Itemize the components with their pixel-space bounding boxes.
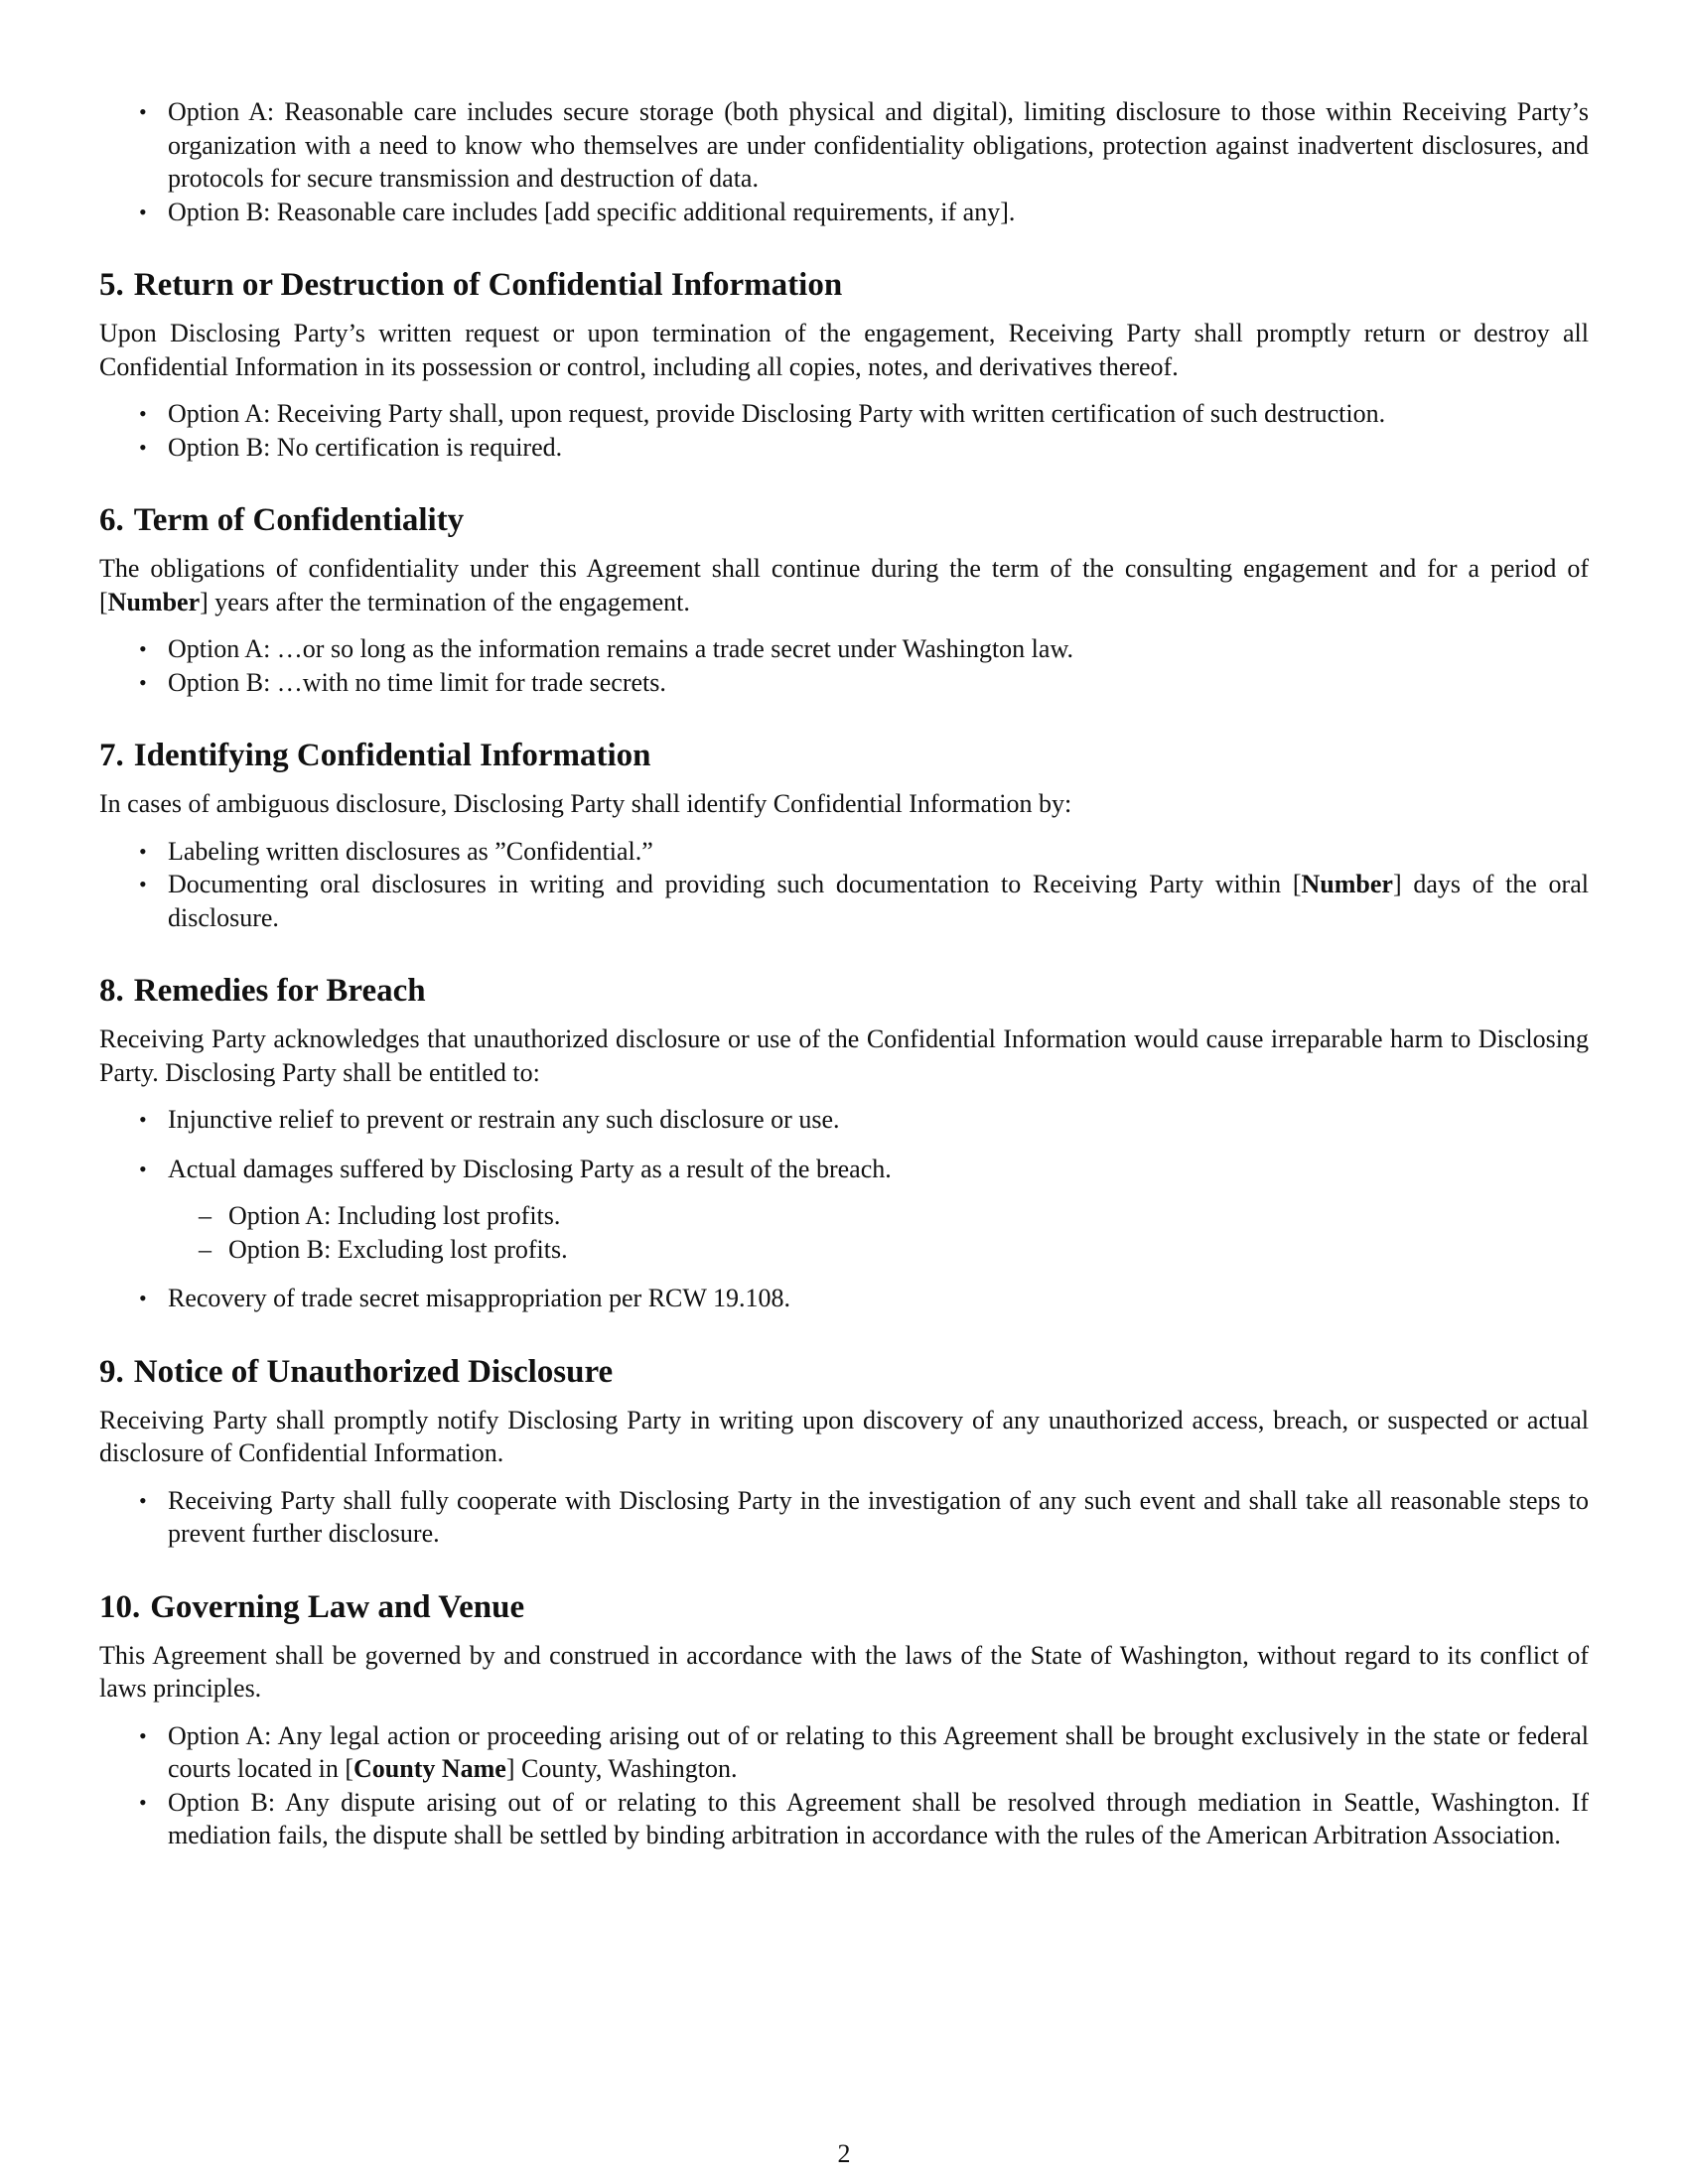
section-heading: [99, 971, 1589, 1011]
item-text: Option A: Any legal action or proceeding arising out of or relating to this Agreement shall be brought exclusively in the state or federal courts located in [: [168, 1720, 1589, 1783]
list-item: • Option A: Receiving Party shall, upon request, provide Disclosing Party with written certification of such destruction.: [99, 397, 1589, 431]
option-list: [99, 1484, 1589, 1551]
item-text: ] days of the oral disclosure.: [168, 870, 1589, 932]
list-item: [99, 868, 1589, 934]
section-title: Return or Destruction of Confidential Information: [133, 267, 843, 303]
list-item: • Option A: Reasonable care includes secure storage (both physical and digital), limiting disclosure to those within Receiving Party’s organization with a need to know who themselves are under confidentiality obligations, protection against inadvertent disclosures, and protocols for secure transmission and destruction of data.: [99, 95, 1589, 196]
section-heading: [99, 736, 1589, 775]
section-number: 10.: [99, 1588, 141, 1625]
option-list: [99, 1719, 1589, 1852]
section-number: 7.: [99, 738, 124, 773]
section-title: Remedies for Breach: [133, 973, 426, 1009]
section-number: 8.: [99, 973, 124, 1009]
list-item: • Option B: Reasonable care includes [add specific additional requirements, if any].: [99, 196, 1589, 229]
option-list: [99, 835, 1589, 935]
section-number: 5.: [99, 267, 124, 303]
section-body: This Agreement shall be governed by and construed in accordance with the laws of the State of Washington, without regard to its conflict of laws principles.: [99, 1640, 1589, 1703]
document-page: [99, 95, 1589, 1852]
list-item: • Injunctive relief to prevent or restrain any such disclosure or use.: [99, 1103, 1589, 1137]
list-item: [99, 1719, 1589, 1786]
section-title: Identifying Confidential Information: [133, 738, 651, 773]
list-item: • Recovery of trade secret misappropriation per RCW 19.108.: [99, 1282, 1589, 1315]
section-heading: [99, 1352, 1589, 1392]
section-body: Receiving Party acknowledges that unauthorized disclosure or use of the Confidential Information would cause irreparable harm to Disclosing Party. Disclosing Party shall be entitled to:: [99, 1024, 1589, 1087]
list-item: • Actual damages suffered by Disclosing Party as a result of the breach.: [99, 1153, 1589, 1186]
body-text: The obligations of confidentiality under this Agreement shall continue during the term of the consulting engagement and for a period of [: [99, 554, 1589, 616]
list-item: • Option B: No certification is required.: [99, 431, 1589, 465]
page-number: 2: [837, 2139, 851, 2168]
option-list: [99, 1282, 1589, 1315]
option-list: [99, 632, 1589, 699]
list-item: • Option B: Any dispute arising out of or relating to this Agreement shall be resolved through mediation in Seattle, Washington. If mediation fails, the dispute shall be settled by binding arbitration in accordance with the rules of the American Arbitration Association.: [99, 1786, 1589, 1852]
section-title: Governing Law and Venue: [150, 1588, 525, 1625]
item-text: Documenting oral disclosures in writing and providing such documentation to Receiving Party within [: [168, 870, 1302, 898]
list-item: • Labeling written disclosures as ”Confidential.”: [99, 835, 1589, 869]
placeholder-field: County Name: [353, 1754, 506, 1783]
option-list: [99, 397, 1589, 464]
section-heading: [99, 265, 1589, 305]
list-item: • Receiving Party shall fully cooperate with Disclosing Party in the investigation of any such event and shall take all reasonable steps to prevent further disclosure.: [99, 1484, 1589, 1551]
placeholder-field: Number: [1301, 870, 1393, 898]
item-text: ] County, Washington.: [505, 1754, 738, 1783]
list-item: • Option B: …with no time limit for trade secrets.: [99, 666, 1589, 700]
option-list: [99, 95, 1589, 228]
section-body: In cases of ambiguous disclosure, Disclosing Party shall identify Confidential Information by:: [99, 789, 1072, 818]
section-title: Term of Confidentiality: [133, 502, 465, 538]
body-text: ] years after the termination of the engagement.: [200, 587, 690, 616]
sub-option-list: [99, 1199, 1589, 1266]
section-body: Upon Disclosing Party’s written request or upon termination of the engagement, Receiving Party shall promptly return or destroy all Confidential Information in its possession or control, including all copies, notes, and derivatives thereof.: [99, 319, 1589, 381]
section-body: [99, 552, 1589, 618]
list-item: • Option A: …or so long as the information remains a trade secret under Washington law.: [99, 632, 1589, 666]
sub-list-item: – Option B: Excluding lost profits.: [99, 1233, 1589, 1267]
section-number: 9.: [99, 1353, 124, 1390]
section-number: 6.: [99, 502, 124, 538]
sub-list-item: – Option A: Including lost profits.: [99, 1199, 1589, 1233]
placeholder-field: Number: [107, 587, 201, 616]
option-list: [99, 1103, 1589, 1185]
section-heading: [99, 500, 1589, 540]
section-body: Receiving Party shall promptly notify Disclosing Party in writing upon discovery of any unauthorized access, breach, or suspected or actual disclosure of Confidential Information.: [99, 1405, 1589, 1467]
section-title: Notice of Unauthorized Disclosure: [133, 1353, 614, 1390]
section-heading: [99, 1587, 1589, 1627]
